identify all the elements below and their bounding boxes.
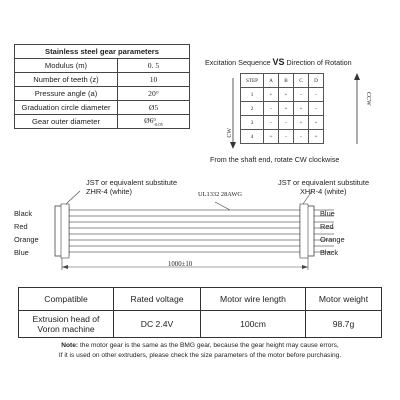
gear-parameter-table — [14, 58, 190, 129]
cw-label: CW — [227, 128, 233, 138]
table-header: C — [294, 74, 309, 88]
right-connector-housing — [300, 204, 308, 258]
gear-label: Pressure angle (a) — [15, 87, 118, 101]
tolerance-lower: -0.05 — [153, 121, 163, 127]
table-cell: + — [309, 116, 324, 130]
right-wire-label: Black — [320, 248, 339, 257]
table-cell: + — [279, 88, 294, 102]
table-row — [19, 311, 382, 338]
ccw-label: CCW — [365, 92, 371, 106]
table-cell: 1 — [241, 88, 264, 102]
gear-value: 20° — [118, 87, 190, 101]
motor-spec-table — [18, 287, 382, 338]
excitation-title-left: Excitation Sequence — [205, 58, 271, 67]
excitation-title-vs: VS — [272, 57, 285, 67]
cw-arrow-head — [230, 142, 236, 149]
dimension-arrow-right — [302, 265, 308, 269]
table-row — [15, 101, 190, 115]
gear-value: 0. 5 — [118, 59, 190, 73]
table-cell: - — [294, 88, 309, 102]
right-wire-label: Blue — [320, 209, 335, 218]
compatible-value: Extrusion head of Voron machine — [19, 311, 114, 338]
table-cell: - — [309, 102, 324, 116]
table-cell: + — [264, 130, 279, 144]
wire-length-value: 100cm — [201, 311, 306, 338]
table-cell: 2 — [241, 102, 264, 116]
cable-length-label: 1000±10 — [168, 261, 193, 268]
gear-label: Graduation circle diameter — [15, 101, 118, 115]
ccw-arrow-head — [354, 73, 360, 80]
purchase-note — [18, 341, 382, 360]
gear-table-title: Stainless steel gear parameters — [14, 44, 190, 58]
right-connector-label-2: XHR-4 (white) — [300, 187, 347, 196]
cable-bundle — [64, 210, 334, 252]
left-leader-line — [66, 191, 80, 204]
right-wire-label: Orange — [320, 235, 345, 244]
table-cell: - — [279, 130, 294, 144]
table-cell: + — [294, 116, 309, 130]
cable-spec-label: UL1332 28AWG — [198, 191, 243, 198]
motor-weight-value: 98.7g — [306, 311, 382, 338]
table-header: STEP — [241, 74, 264, 88]
cable-leader-line — [215, 202, 230, 210]
gear-label: Modulus (m) — [15, 59, 118, 73]
table-cell: + — [279, 102, 294, 116]
table-header: B — [279, 74, 294, 88]
right-connector-label-1: JST or equivalent substitute — [278, 178, 370, 187]
table-cell: - — [294, 130, 309, 144]
table-row — [15, 73, 190, 87]
excitation-title — [205, 57, 390, 67]
left-connector-housing — [61, 204, 69, 258]
note-line-1: the motor gear is the same as the BMG gear, because the gear height may cause errors, — [78, 342, 339, 349]
table-header: Compatible — [19, 288, 114, 311]
left-wire-label: Black — [14, 209, 33, 218]
table-header: Motor weight — [306, 288, 382, 311]
note-label: Note: — [61, 342, 79, 349]
table-header: A — [264, 74, 279, 88]
left-connector-label-2: ZHR-4 (white) — [86, 187, 132, 196]
gear-value: 10 — [118, 73, 190, 87]
right-wire-label: Red — [320, 222, 334, 231]
table-cell: - — [309, 88, 324, 102]
table-header: Motor wire length — [201, 288, 306, 311]
excitation-title-right: Direction of Rotation — [286, 58, 352, 67]
table-row — [15, 59, 190, 73]
left-connector-label-1: JST or equivalent substitute — [86, 178, 178, 187]
table-header: D — [309, 74, 324, 88]
left-wire-label: Orange — [14, 235, 39, 244]
table-cell: 3 — [241, 116, 264, 130]
gear-outer-diameter: Ø6 — [144, 116, 154, 126]
table-cell: - — [264, 116, 279, 130]
table-cell: - — [264, 102, 279, 116]
table-row — [19, 288, 382, 311]
shaft-note: From the shaft end, rotate CW clockwise — [210, 155, 340, 164]
table-cell: + — [309, 130, 324, 144]
gear-label: Gear outer diameter — [15, 115, 118, 129]
table-cell: + — [294, 102, 309, 116]
left-wire-label: Red — [14, 222, 28, 231]
gear-value — [118, 115, 190, 129]
table-cell: 4 — [241, 130, 264, 144]
tolerance — [153, 117, 162, 127]
table-header: Rated voltage — [114, 288, 201, 311]
rotation-arrows — [220, 70, 390, 152]
note-line-2: If it is used on other extruders, please check the size parameters of the motor before purchasing. — [58, 351, 342, 359]
gear-label: Number of teeth (z) — [15, 73, 118, 87]
left-wire-label: Blue — [14, 248, 29, 257]
tolerance-upper: 0 — [153, 116, 156, 122]
table-row — [15, 115, 190, 129]
table-cell: - — [279, 116, 294, 130]
table-cell: + — [264, 88, 279, 102]
rated-voltage-value: DC 2.4V — [114, 311, 201, 338]
gear-value: Ø5 — [118, 101, 190, 115]
table-row — [15, 87, 190, 101]
dimension-arrow-left — [62, 265, 68, 269]
